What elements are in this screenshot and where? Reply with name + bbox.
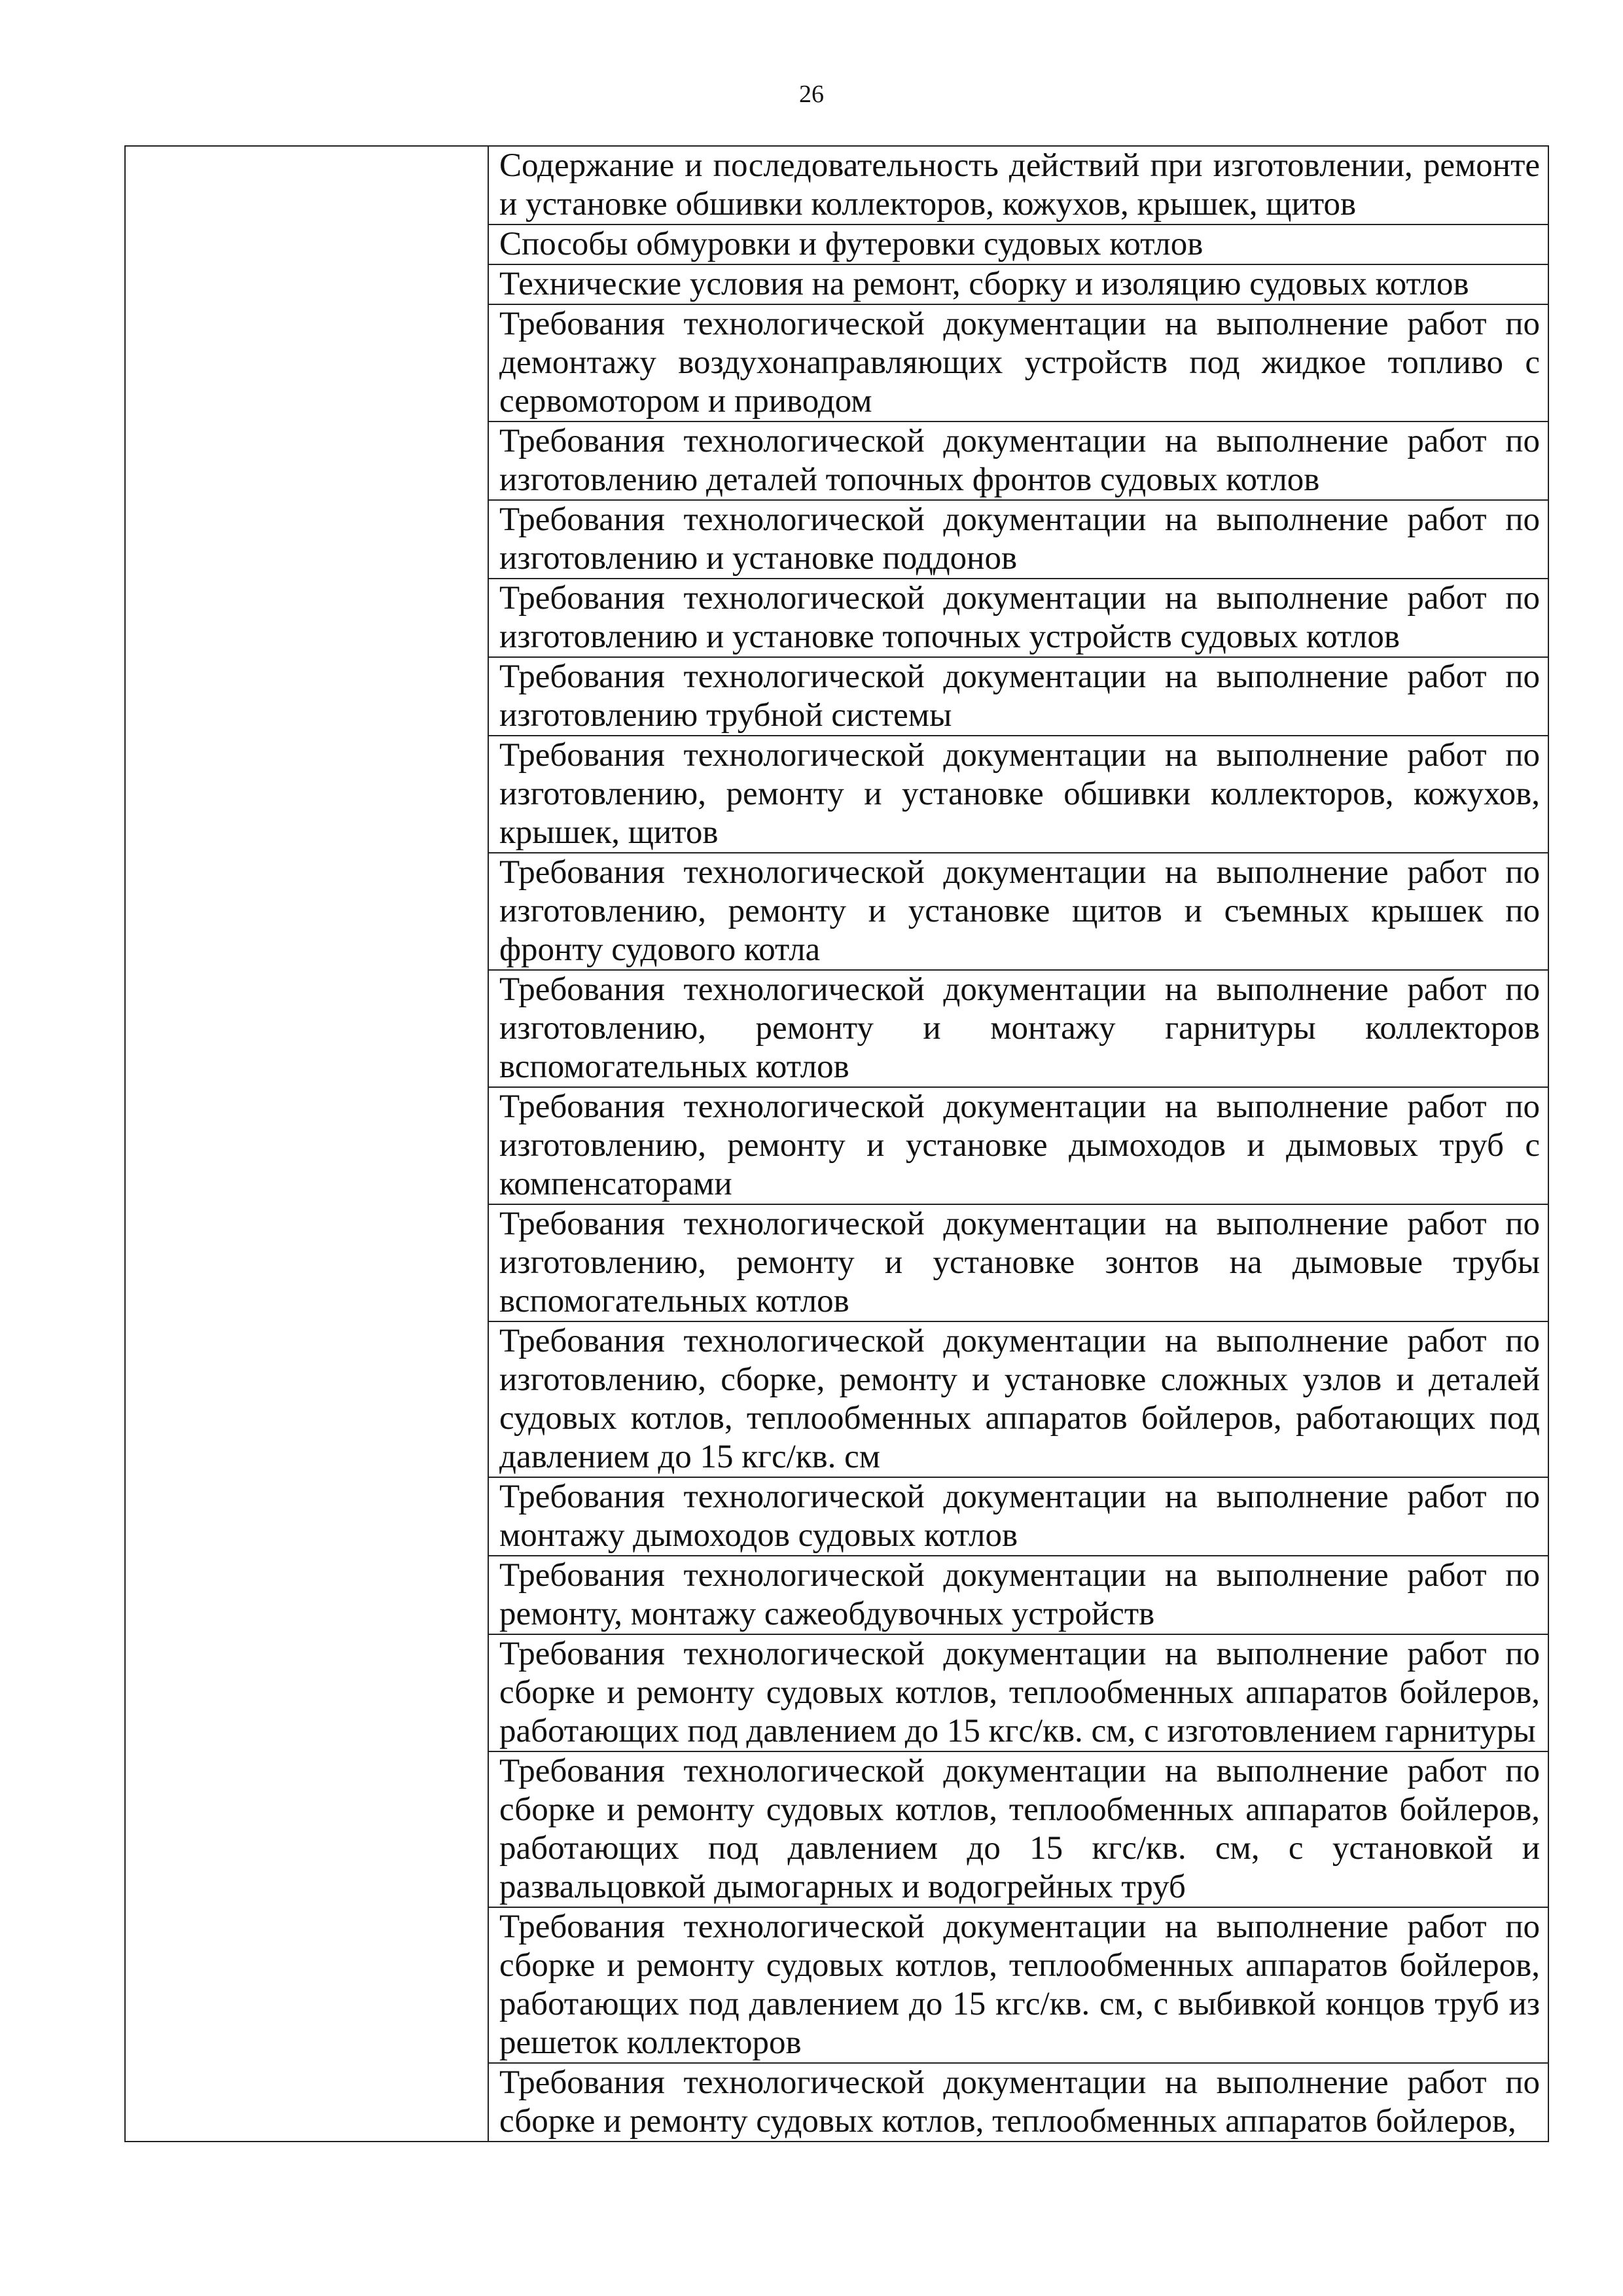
cell-text: Требования технологической документации на выполнение работ по демонтажу воздухонаправляющих устройств под жидкое топливо с сервомотором и приводом bbox=[499, 306, 1540, 420]
cell-text: Требования технологической документации на выполнение работ по изготовлению, ремонту и установке обшивки коллекторов, кожухов, крышек, щитов bbox=[499, 737, 1540, 851]
cell-text: Содержание и последовательность действий при изготовлении, ремонте и установке обшивки коллекторов, кожухов, крышек, щитов bbox=[499, 147, 1540, 223]
cell-text: Требования технологической документации на выполнение работ по изготовлению и установке поддонов bbox=[499, 501, 1540, 577]
table-cell bbox=[488, 853, 1548, 970]
table-cell bbox=[488, 146, 1548, 224]
table-cell bbox=[488, 224, 1548, 264]
cell-text: Требования технологической документации на выполнение работ по изготовлению трубной системы bbox=[499, 658, 1540, 734]
table-cell bbox=[488, 1204, 1548, 1321]
table-cell bbox=[488, 264, 1548, 304]
cell-text: Требования технологической документации на выполнение работ по изготовлению, ремонту и установке зонтов на дымовые трубы вспомогательных котлов bbox=[499, 1206, 1540, 1319]
left-empty-cell bbox=[125, 146, 488, 2142]
cell-text: Способы обмуровки и футеровки судовых котлов bbox=[499, 226, 1204, 262]
table-cell bbox=[488, 2063, 1548, 2142]
table-cell bbox=[488, 422, 1548, 500]
requirements-table bbox=[124, 145, 1549, 2142]
table-cell bbox=[488, 1477, 1548, 1556]
table-cell bbox=[488, 736, 1548, 853]
cell-text: Технические условия на ремонт, сборку и изоляцию судовых котлов bbox=[499, 266, 1469, 302]
cell-text: Требования технологической документации на выполнение работ по изготовлению, ремонту и установке дымоходов и дымовых труб с компенсаторами bbox=[499, 1088, 1540, 1202]
table-cell bbox=[488, 1907, 1548, 2063]
table-cell bbox=[488, 1751, 1548, 1907]
cell-text: Требования технологической документации на выполнение работ по изготовлению, ремонту и установке щитов и съемных крышек по фронту судового котла bbox=[499, 854, 1540, 968]
table-cell bbox=[488, 304, 1548, 422]
cell-text: Требования технологической документации на выполнение работ по сборке и ремонту судовых котлов, теплообменных аппаратов бойлеров, работающих под давлением до 15 кгс/кв. см, с выбивкой концов труб из решеток коллекторов bbox=[499, 1909, 1540, 2061]
table-cell bbox=[488, 1321, 1548, 1477]
page-number: 26 bbox=[799, 81, 824, 108]
table-cell bbox=[488, 579, 1548, 657]
cell-text: Требования технологической документации на выполнение работ по ремонту, монтажу сажеобдувочных устройств bbox=[499, 1557, 1540, 1632]
cell-text: Требования технологической документации на выполнение работ по сборке и ремонту судовых котлов, теплообменных аппаратов бойлеров, работающих под давлением до 15 кгс/кв. см, с установкой и развальцовкой дымогарных и водогрейных труб bbox=[499, 1753, 1540, 1905]
table-row bbox=[125, 146, 1548, 224]
cell-text: Требования технологической документации на выполнение работ по сборке и ремонту судовых котлов, теплообменных аппаратов бойлеров, работающих под давлением до 15 кгс/кв. см, с изготовлением гарнитуры bbox=[499, 1636, 1540, 1749]
cell-text: Требования технологической документации на выполнение работ по изготовлению, ремонту и монтажу гарнитуры коллекторов вспомогательных котлов bbox=[499, 971, 1540, 1085]
cell-text: Требования технологической документации на выполнение работ по изготовлению, сборке, ремонту и установке сложных узлов и деталей судовых котлов, теплообменных аппаратов бойлеров, работающих под давлением до 15 кгс/кв. см bbox=[499, 1323, 1540, 1475]
table-cell bbox=[488, 1556, 1548, 1634]
cell-text: Требования технологической документации на выполнение работ по изготовлению деталей топочных фронтов судовых котлов bbox=[499, 423, 1540, 498]
cell-text: Требования технологической документации на выполнение работ по сборке и ремонту судовых котлов, теплообменных аппаратов бойлеров, bbox=[499, 2064, 1540, 2140]
cell-text: Требования технологической документации на выполнение работ по изготовлению и установке топочных устройств судовых котлов bbox=[499, 580, 1540, 655]
table-cell bbox=[488, 970, 1548, 1087]
table-cell bbox=[488, 657, 1548, 736]
table-cell bbox=[488, 1087, 1548, 1204]
table-cell bbox=[488, 500, 1548, 579]
cell-text: Требования технологической документации на выполнение работ по монтажу дымоходов судовых котлов bbox=[499, 1479, 1540, 1554]
table-cell bbox=[488, 1634, 1548, 1751]
